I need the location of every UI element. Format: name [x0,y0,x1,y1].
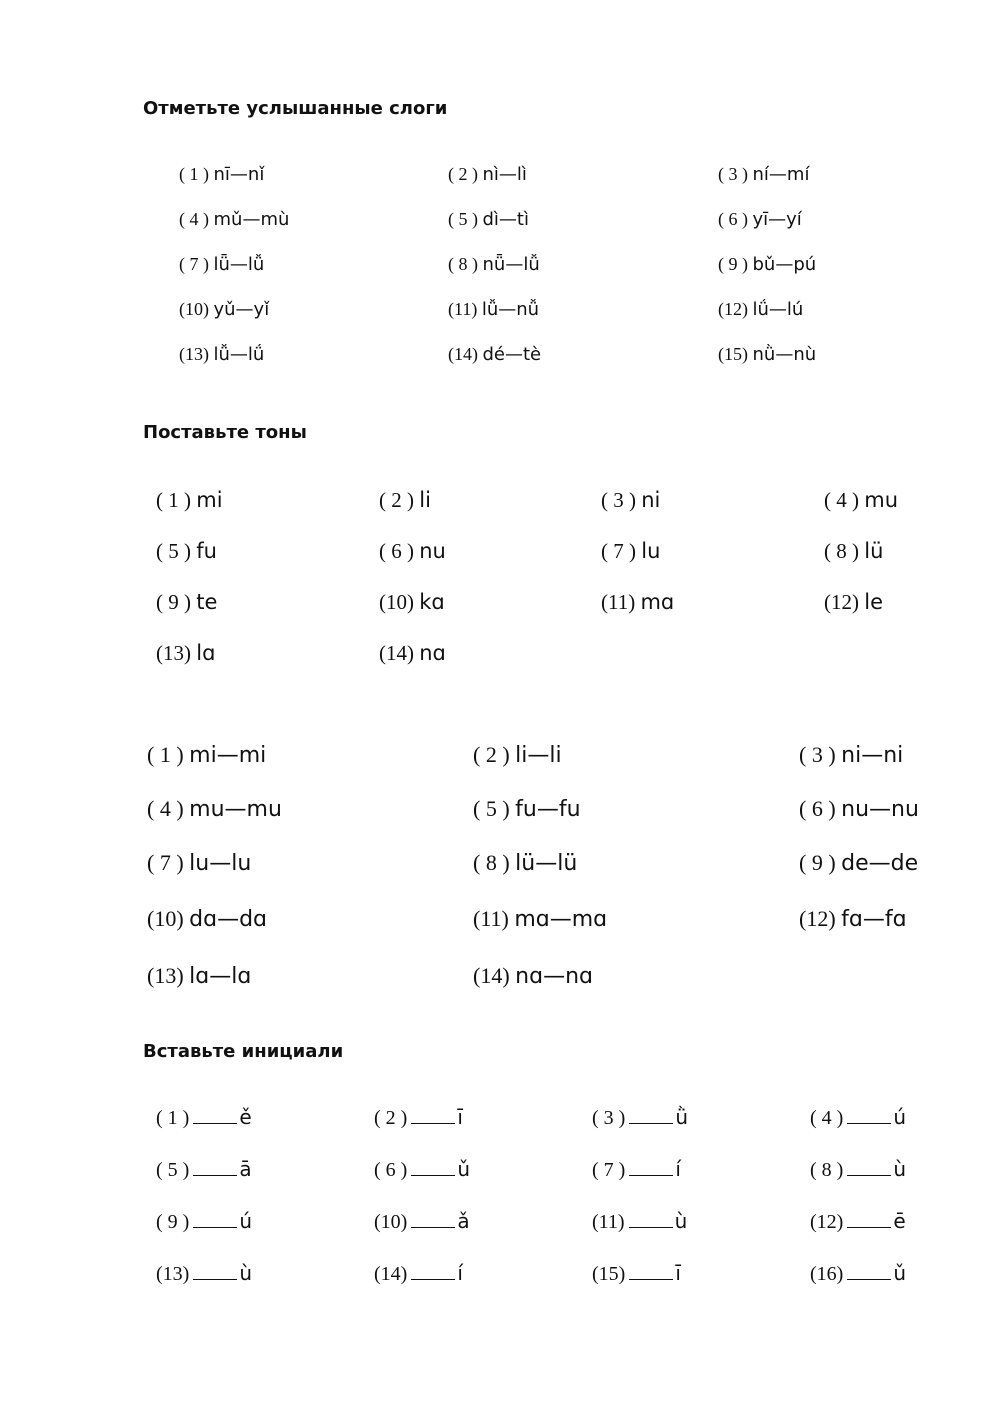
blank-input[interactable] [629,1226,673,1228]
list-item[interactable]: ( 9 ) te [156,590,218,614]
list-item[interactable]: ( 4 ) mu [824,488,899,512]
list-item[interactable]: (10) dɑ—dɑ [147,906,268,932]
list-item[interactable]: (14) dé—tè [448,344,542,365]
list-item[interactable]: ( 4 ) mǔ—mù [179,209,290,230]
list-item[interactable]: (14) nɑ [379,641,446,665]
blank-input[interactable] [847,1174,891,1176]
list-item[interactable]: (12) fɑ—fɑ [799,906,907,932]
list-item[interactable]: ( 9 ) de—de [799,850,919,876]
list-item[interactable]: ( 4 ) mu—mu [147,796,282,822]
list-item: ( 4 ) ú [810,1105,907,1129]
list-item[interactable]: ( 1 ) mi—mi [147,742,267,768]
list-item: ( 7 ) í [592,1157,681,1181]
list-item[interactable]: (10) yǔ—yǐ [179,299,270,320]
list-item[interactable]: ( 5 ) fu [156,539,217,563]
list-item[interactable]: (13) lɑ [156,641,216,665]
list-item[interactable]: (12) le [824,590,884,614]
list-item: (11) ù [592,1209,688,1233]
list-item[interactable]: ( 2 ) nì—lì [448,164,527,185]
list-item[interactable]: ( 7 ) lǖ—lǚ [179,254,265,275]
list-item[interactable]: (11) lǚ—nǚ [448,299,540,320]
list-item: ( 5 ) ā [156,1157,252,1181]
list-item[interactable]: (15) nǜ—nù [718,344,817,365]
blank-input[interactable] [629,1174,673,1176]
list-item[interactable]: (11) mɑ—mɑ [473,906,608,932]
list-item: ( 6 ) ǔ [374,1157,471,1181]
list-item[interactable]: ( 5 ) fu—fu [473,796,581,822]
list-item: ( 8 ) ù [810,1157,907,1181]
list-item: ( 1 ) ě [156,1105,252,1129]
section-title-tones: Поставьте тоны [143,422,307,443]
blank-input[interactable] [193,1122,237,1124]
list-item[interactable]: ( 8 ) lü—lü [473,850,578,876]
list-item: (13) ù [156,1261,253,1285]
list-item[interactable]: (13) lǚ—lǘ [179,344,265,365]
list-item: (16) ǔ [810,1261,907,1285]
list-item[interactable]: ( 6 ) nu [379,539,446,563]
blank-input[interactable] [193,1174,237,1176]
blank-input[interactable] [193,1278,237,1280]
list-item[interactable]: ( 3 ) ni [601,488,661,512]
list-item[interactable]: ( 3 ) ni—ni [799,742,904,768]
list-item[interactable]: (13) lɑ—lɑ [147,963,252,989]
blank-input[interactable] [411,1278,455,1280]
blank-input[interactable] [411,1122,455,1124]
blank-input[interactable] [193,1226,237,1228]
blank-input[interactable] [629,1278,673,1280]
list-item[interactable]: ( 3 ) ní—mí [718,164,810,185]
list-item: ( 9 ) ú [156,1209,253,1233]
list-item[interactable]: ( 2 ) li—li [473,742,562,768]
list-item: (14) í [374,1261,463,1285]
blank-input[interactable] [411,1226,455,1228]
list-item[interactable]: ( 5 ) dì—tì [448,209,529,230]
list-item[interactable]: ( 7 ) lu [601,539,661,563]
list-item[interactable]: ( 6 ) nu—nu [799,796,919,822]
list-item: ( 3 ) ǜ [592,1105,689,1129]
list-item[interactable]: ( 1 ) nī—nǐ [179,164,265,185]
list-item[interactable]: ( 6 ) yī—yí [718,209,802,230]
blank-input[interactable] [847,1226,891,1228]
list-item: (12) ē [810,1209,906,1233]
blank-input[interactable] [847,1122,891,1124]
list-item[interactable]: ( 1 ) mi [156,488,223,512]
list-item[interactable]: (11) mɑ [601,590,675,614]
list-item[interactable]: ( 2 ) li [379,488,431,512]
blank-input[interactable] [411,1174,455,1176]
list-item: (10) ǎ [374,1209,470,1233]
list-item[interactable]: ( 7 ) lu—lu [147,850,252,876]
list-item[interactable]: ( 8 ) lü [824,539,884,563]
section-title-initials: Вставьте инициали [143,1041,344,1062]
blank-input[interactable] [847,1278,891,1280]
list-item[interactable]: ( 8 ) nǖ—lǚ [448,254,540,275]
list-item[interactable]: ( 9 ) bǔ—pú [718,254,817,275]
list-item: (15) ī [592,1261,681,1285]
list-item[interactable]: (12) lǘ—lú [718,299,804,320]
list-item: ( 2 ) ī [374,1105,463,1129]
list-item[interactable]: (10) kɑ [379,590,445,614]
section-title-listen: Отметьте услышанные слоги [143,98,448,119]
list-item[interactable]: (14) nɑ—nɑ [473,963,593,989]
blank-input[interactable] [629,1122,673,1124]
